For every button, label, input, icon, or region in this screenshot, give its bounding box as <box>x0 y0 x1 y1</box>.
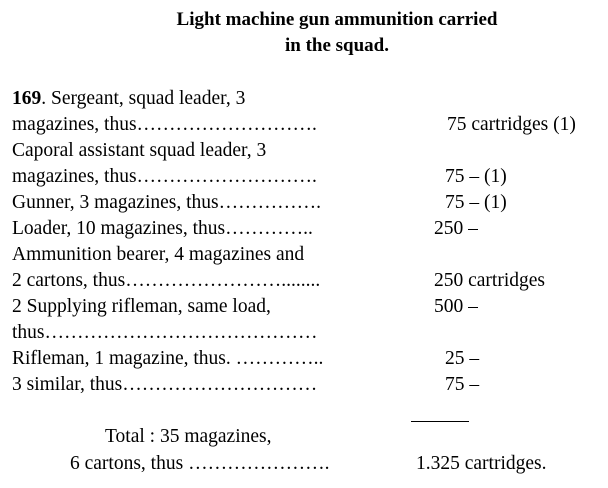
row-5-text: Loader, 10 magazines, thus………….. <box>12 218 313 239</box>
row-0-text <box>12 86 245 112</box>
row-10-amount: 25 – <box>445 348 480 369</box>
section-number: 169 <box>12 88 42 109</box>
row-4-amount: 75 – (1) <box>445 192 507 213</box>
heading-line-1: Light machine gun ammunition carried <box>176 9 498 30</box>
total-amount: 1.325 cartridges. <box>416 453 547 474</box>
row-11-amount: 75 – <box>445 374 480 395</box>
row-3-text: magazines, thus………………………. <box>12 166 317 187</box>
row-10-text: Rifleman, 1 magazine, thus. ………….. <box>12 348 324 369</box>
row-11-text: 3 similar, thus………………………… <box>12 374 318 395</box>
row-5-amount: 250 – <box>434 218 478 239</box>
row-8-text: 2 Supplying rifleman, same load, <box>12 296 271 317</box>
row-4-text: Gunner, 3 magazines, thus……………. <box>12 192 322 213</box>
sum-rule <box>411 421 469 422</box>
total-line-2: 6 cartons, thus …………………. <box>70 453 330 474</box>
row-7-text: 2 cartons, thus……………………........ <box>12 270 321 291</box>
total-line-1: Total : 35 magazines, <box>105 426 272 447</box>
row-0-label: . Sergeant, squad leader, 3 <box>41 88 246 109</box>
row-8-amount: 500 – <box>434 296 478 317</box>
row-2-text: Caporal assistant squad leader, 3 <box>12 140 267 161</box>
heading-line-2: in the squad. <box>284 35 390 56</box>
row-3-amount: 75 – (1) <box>445 166 507 187</box>
row-6-text: Ammunition bearer, 4 magazines and <box>12 244 305 265</box>
row-1-amount: 75 cartridges (1) <box>447 114 576 135</box>
row-1-text: magazines, thus………………………. <box>12 114 317 135</box>
row-9-text: thus…………………………………… <box>12 322 318 343</box>
row-7-amount: 250 cartridges <box>434 270 546 291</box>
